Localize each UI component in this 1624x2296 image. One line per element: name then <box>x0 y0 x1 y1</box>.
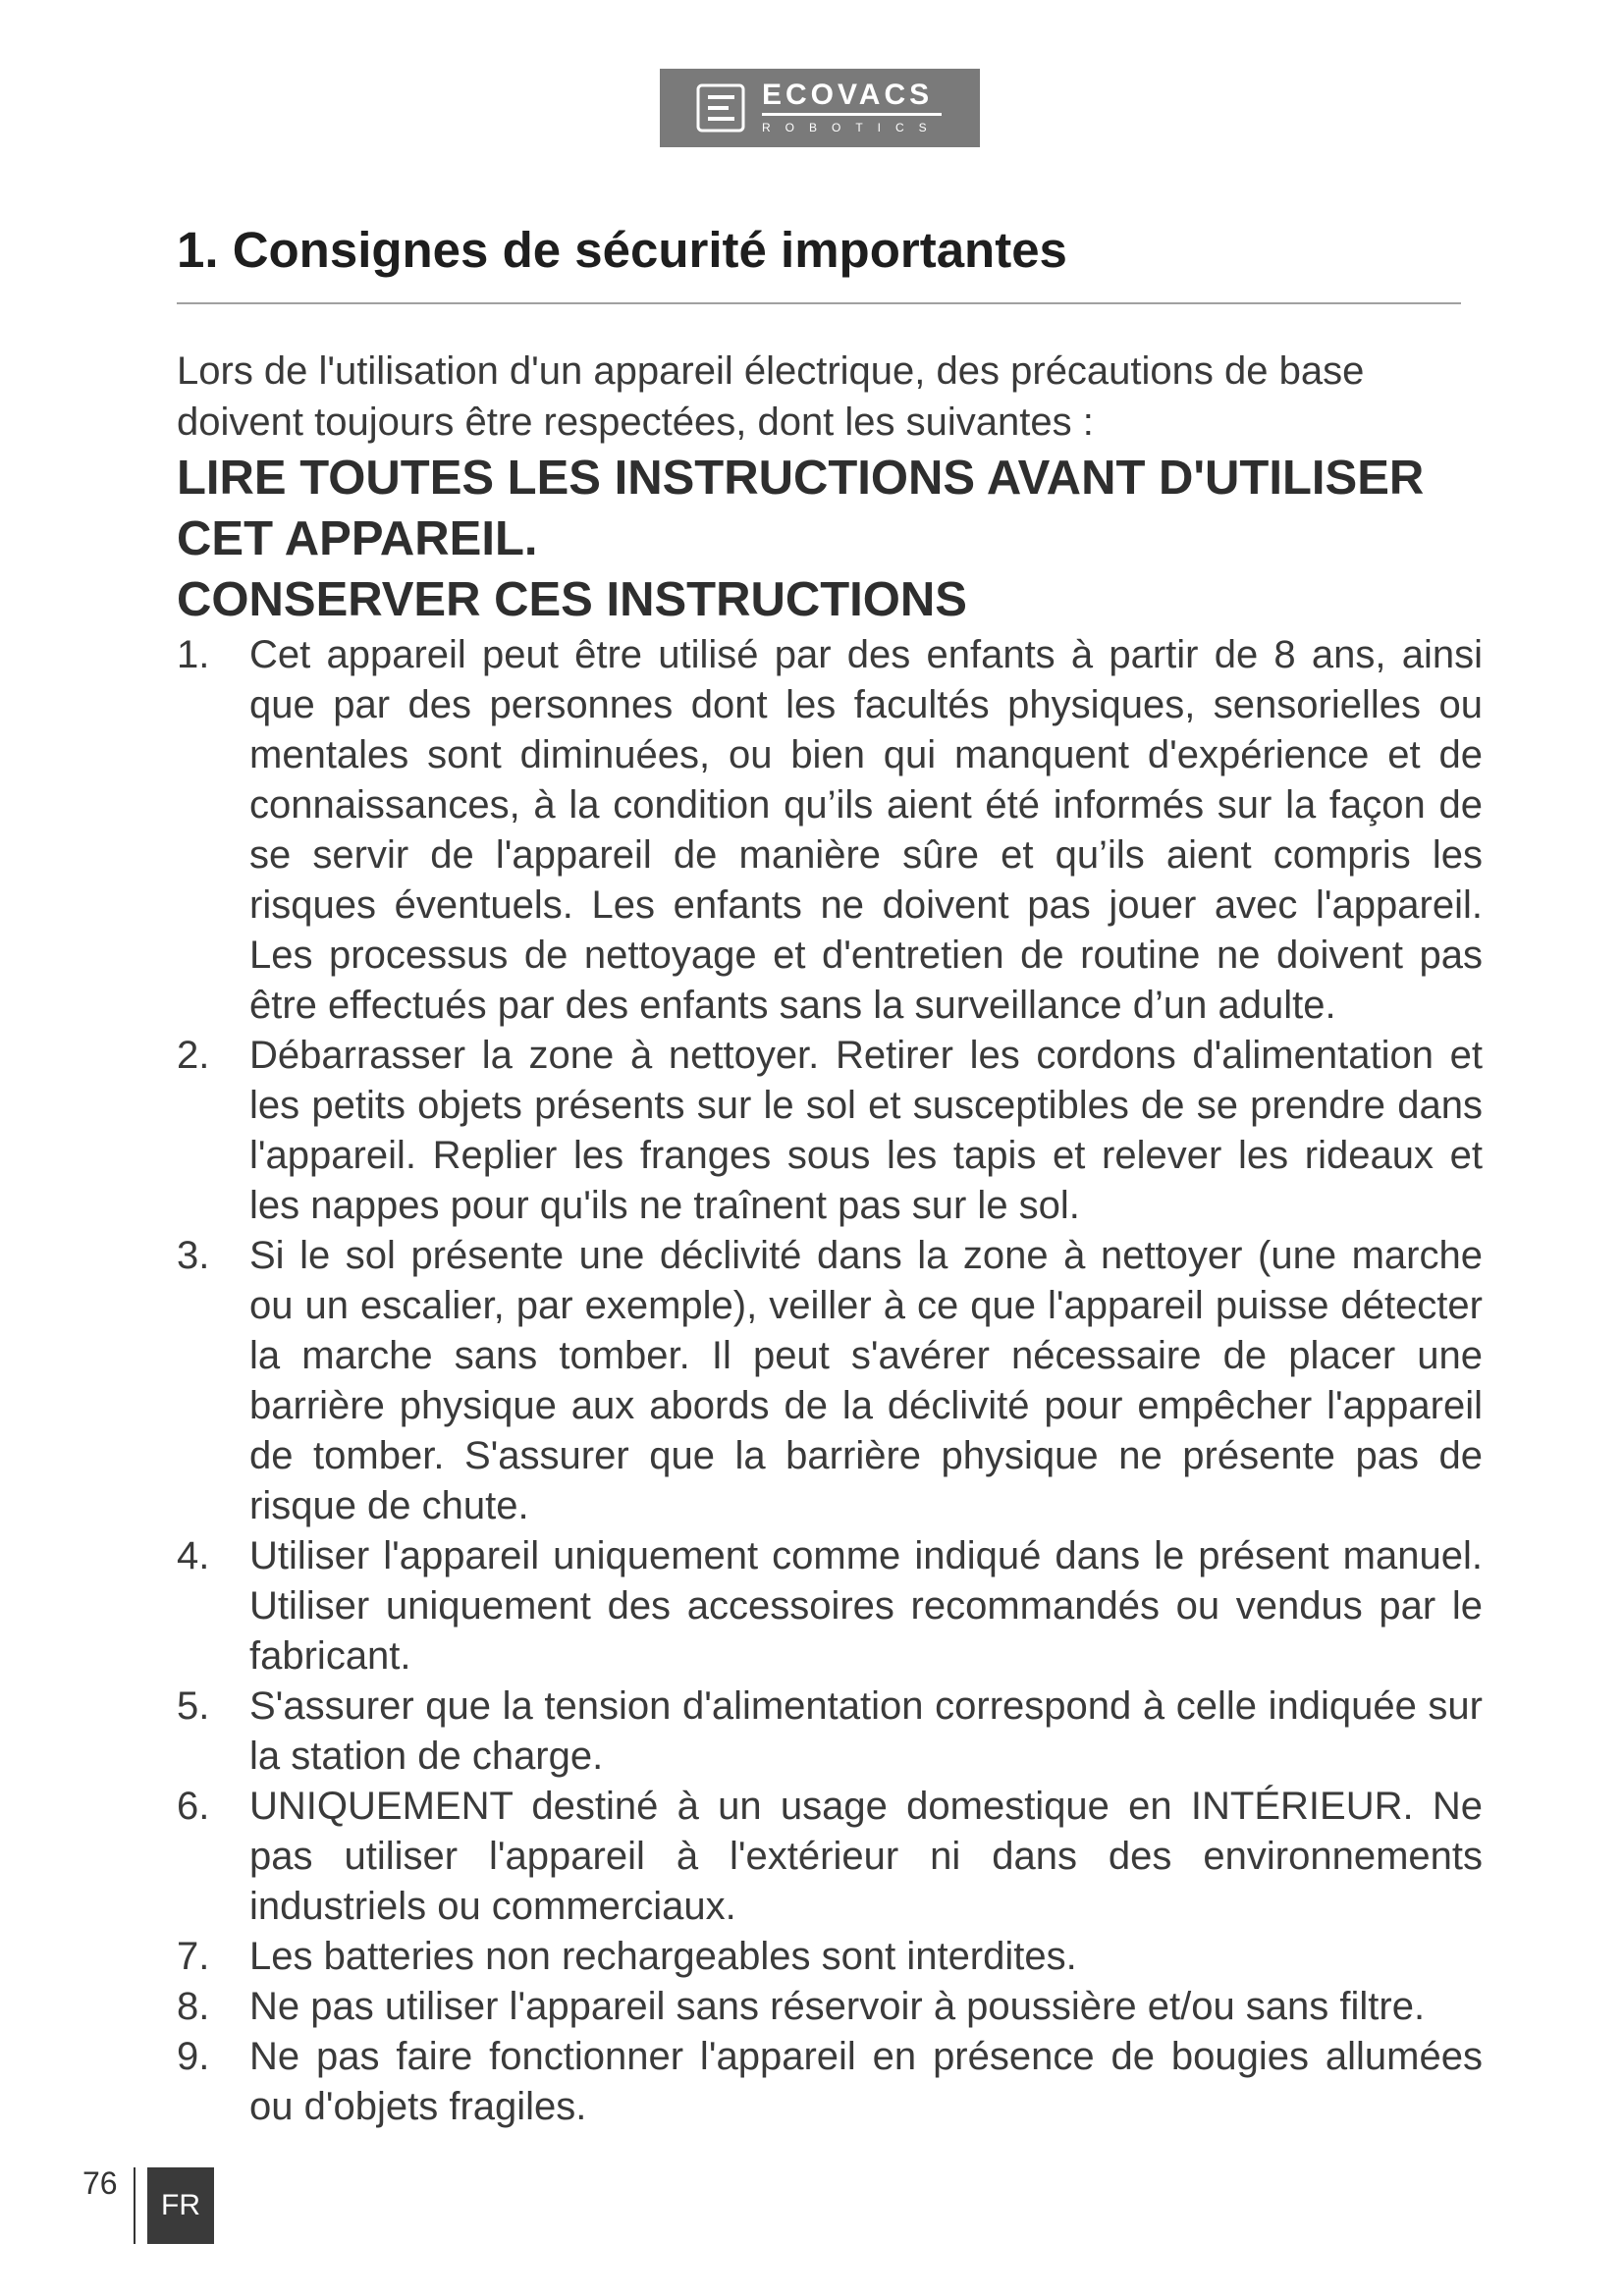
item-text: S'assurer que la tension d'alimentation correspond à celle indiquée sur la station de charge. <box>249 1684 1483 1778</box>
item-text: Cet appareil peut être utilisé par des enfants à partir de 8 ans, ainsi que par des personnes dont les facultés physiques, sensorielles ou mentales sont diminuées, ou bien qui manquent d'expérience et de connaissances, à la condition qu’ils aient été informés sur la façon de se servir de l'appareil de manière sûre et qu’ils aient compris les risques éventuels. Les enfants ne doivent pas jouer avec l'appareil. Les processus de nettoyage et d'entretien de routine ne doivent pas être effectués par des enfants sans la surveillance d’un adulte. <box>249 633 1483 1027</box>
list-item <box>177 1682 1483 1782</box>
brand-sub: ROBOTICS <box>762 120 942 134</box>
content-body <box>177 346 1492 2132</box>
warning-read-instructions: LIRE TOUTES LES INSTRUCTIONS AVANT D'UTILISER CET APPAREIL. <box>177 452 1425 565</box>
warning-keep-instructions: CONSERVER CES INSTRUCTIONS <box>177 573 967 626</box>
item-text: Utiliser l'appareil uniquement comme indiqué dans le présent manuel. Utiliser uniquement des accessoires recommandés ou vendus par le fabricant. <box>249 1534 1483 1678</box>
section-title: 1. Consignes de sécurité importantes <box>177 222 1067 278</box>
item-number: 5. <box>177 1684 210 1728</box>
list-item <box>177 1031 1483 1231</box>
item-number: 9. <box>177 2035 210 2078</box>
list-item <box>177 1932 1483 1982</box>
item-number: 3. <box>177 1234 210 1277</box>
item-number: 2. <box>177 1034 210 1077</box>
list-item <box>177 1531 1483 1682</box>
item-number: 8. <box>177 1985 210 2028</box>
list-item <box>177 1982 1483 2032</box>
footer-divider <box>134 2167 135 2244</box>
safety-instructions-list <box>177 630 1492 2132</box>
page-number: 76 <box>82 2165 118 2201</box>
brand-name: ECOVACS <box>762 80 942 116</box>
item-text: Ne pas utiliser l'appareil sans réservoir à poussière et/ou sans filtre. <box>249 1985 1426 2028</box>
item-number: 4. <box>177 1534 210 1577</box>
item-text: Si le sol présente une déclivité dans la zone à nettoyer (une marche ou un escalier, par exemple), veiller à ce que l'appareil puisse détecter la marche sans tomber. Il peut s'avérer nécessaire de placer une barrière physique aux abords de la déclivité pour empêcher l'appareil de tomber. S'assurer que la barrière physique ne présente pas de risque de chute. <box>249 1234 1483 1527</box>
item-text: Ne pas faire fonctionner l'appareil en présence de bougies allumées ou d'objets fragiles. <box>249 2035 1483 2128</box>
title-divider <box>177 302 1461 304</box>
item-text: UNIQUEMENT destiné à un usage domestique en INTÉRIEUR. Ne pas utiliser l'appareil à l'extérieur ni dans des environnements industriels ou commerciaux. <box>249 1785 1483 1928</box>
list-item <box>177 1231 1483 1531</box>
item-number: 6. <box>177 1785 210 1828</box>
language-label: FR <box>161 2189 200 2221</box>
item-number: 1. <box>177 633 210 676</box>
ecovacs-logo-icon <box>695 82 746 133</box>
list-item <box>177 1782 1483 1932</box>
ecovacs-logo <box>660 69 980 147</box>
logo-wordmark <box>762 80 942 136</box>
item-text: Les batteries non rechargeables sont interdites. <box>249 1935 1077 1978</box>
intro-paragraph: Lors de l'utilisation d'un appareil électrique, des précautions de base doivent toujours être respectées, dont les suivantes : <box>177 349 1365 444</box>
page-footer <box>0 2156 236 2244</box>
language-badge <box>147 2167 214 2244</box>
list-item <box>177 2032 1483 2132</box>
item-text: Débarrasser la zone à nettoyer. Retirer les cordons d'alimentation et les petits objets présents sur le sol et susceptibles de se prendre dans l'appareil. Replier les franges sous les tapis et relever les rideaux et les nappes pour qu'ils ne traînent pas sur le sol. <box>249 1034 1483 1227</box>
list-item <box>177 630 1483 1031</box>
item-number: 7. <box>177 1935 210 1978</box>
